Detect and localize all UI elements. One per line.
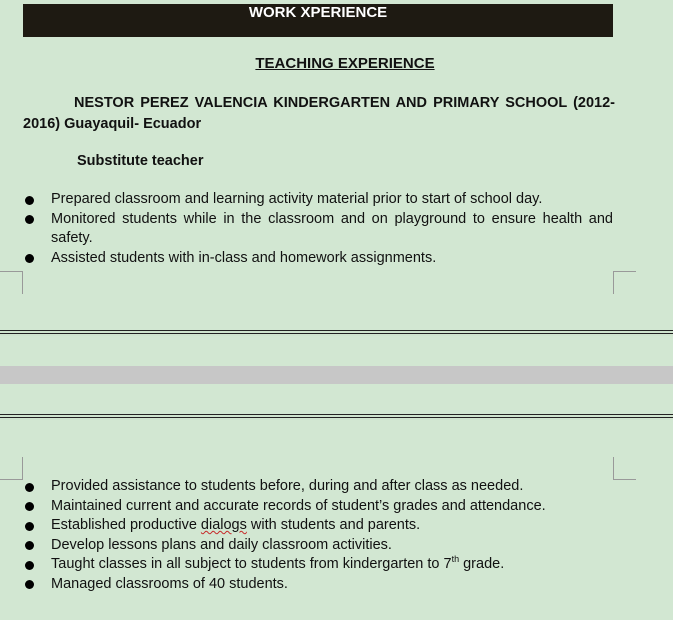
page-gap xyxy=(0,384,673,414)
crop-mark xyxy=(0,271,23,294)
duties-list-page-1 xyxy=(23,190,613,268)
list-item: Assisted students with in-class and homework assignments. xyxy=(23,249,613,269)
list-item: Develop lessons plans and daily classroom activities. xyxy=(23,536,613,556)
list-item-text: with students and parents. xyxy=(246,517,421,533)
page-separator xyxy=(0,366,673,384)
school-name: NESTOR PEREZ VALENCIA KINDERGARTEN AND PRIMARY SCHOOL (2012-2016) Guayaquil- Ecuador xyxy=(23,95,615,132)
section-header-title: WORK XPERIENCE xyxy=(248,4,388,21)
list-item: Maintained current and accurate records of student’s grades and attendance. xyxy=(23,497,613,517)
spelling-flagged-word[interactable]: dialogs xyxy=(200,517,247,533)
ordinal-suffix: th xyxy=(451,554,460,565)
list-item: Prepared classroom and learning activity material prior to start of school day. xyxy=(23,190,613,210)
crop-mark xyxy=(0,457,23,480)
duties-list-page-2 xyxy=(23,477,613,594)
list-item xyxy=(23,516,613,536)
section-title: TEACHING EXPERIENCE xyxy=(255,55,435,72)
list-item xyxy=(23,555,613,575)
page-break-line xyxy=(0,414,673,415)
page-gap xyxy=(0,336,673,366)
list-item-text: Taught classes in all subject to students from kindergarten to 7 xyxy=(51,556,452,572)
page-break-line xyxy=(0,330,673,331)
list-item: Monitored students while in the classroom and on playground to ensure health and safety. xyxy=(23,210,613,249)
page-break-line xyxy=(0,333,673,334)
list-item-text: Established productive xyxy=(51,517,201,533)
list-item-text: grade. xyxy=(459,556,505,572)
section-header-bar xyxy=(23,4,613,37)
crop-mark xyxy=(613,271,636,294)
job-role: Substitute teacher xyxy=(77,153,204,169)
page-break-line xyxy=(0,417,673,418)
crop-mark xyxy=(613,457,636,480)
list-item: Provided assistance to students before, during and after class as needed. xyxy=(23,477,613,497)
list-item: Managed classrooms of 40 students. xyxy=(23,575,613,595)
